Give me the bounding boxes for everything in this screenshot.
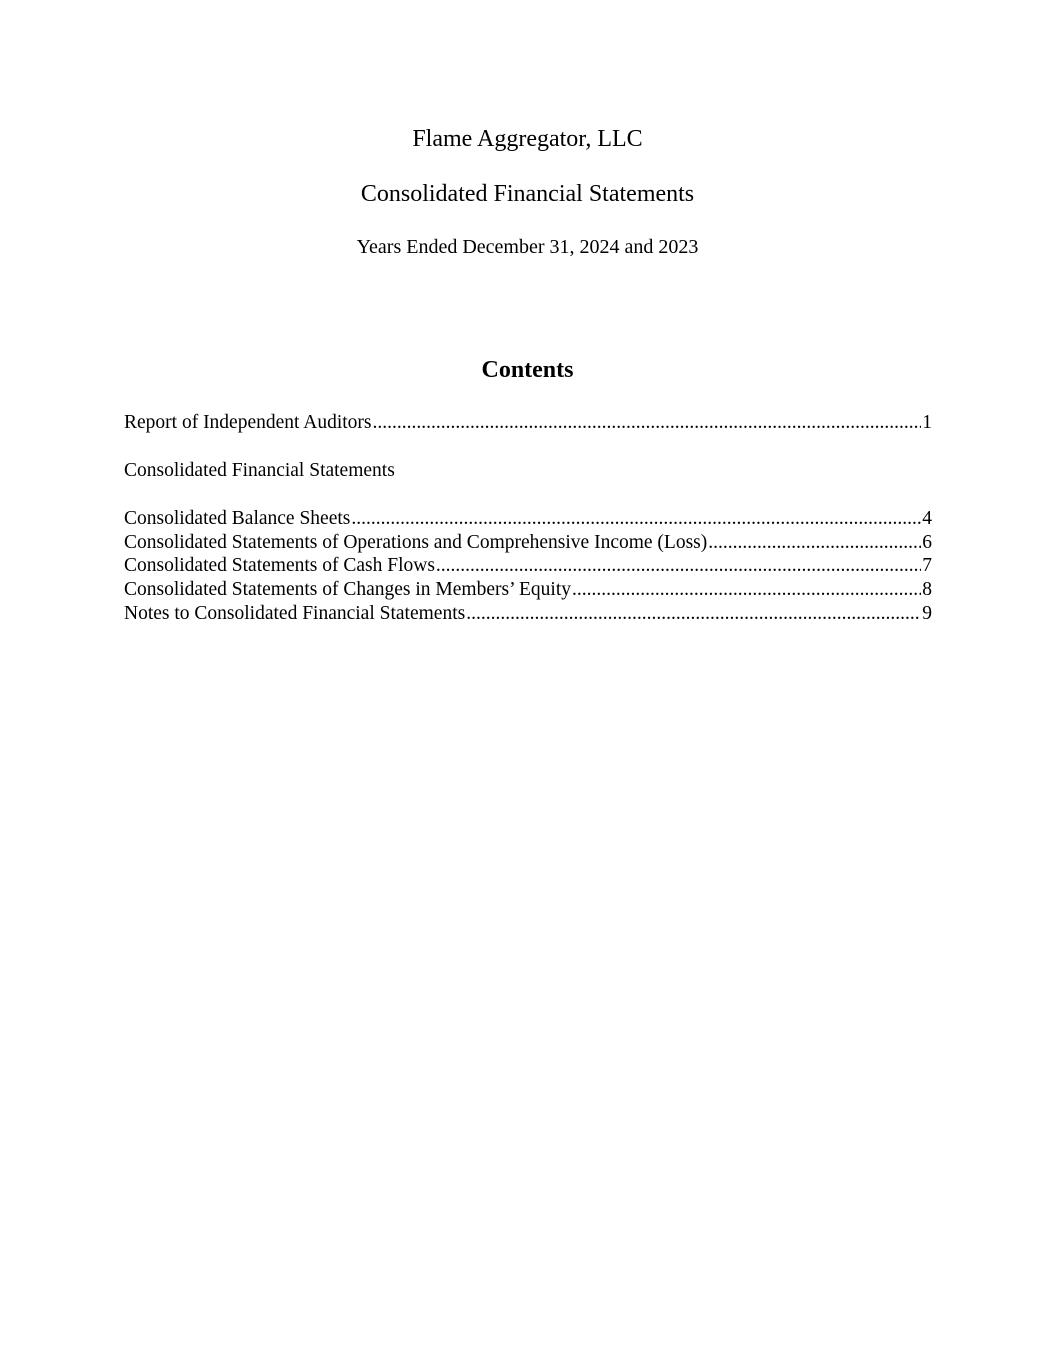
- toc-entry-page: 4: [922, 508, 932, 529]
- toc-leader-dots: [708, 531, 921, 555]
- reporting-period: Years Ended December 31, 2024 and 2023: [356, 236, 699, 258]
- toc-entry-page: 9: [922, 603, 932, 624]
- toc-entry-page: 1: [922, 412, 932, 433]
- toc-leader-dots: [373, 411, 922, 435]
- toc-entry-report[interactable]: [124, 411, 932, 435]
- company-name: Flame Aggregator, LLC: [412, 126, 643, 152]
- toc-entry-members-equity[interactable]: [124, 578, 932, 602]
- toc-entry-page: 8: [922, 579, 932, 600]
- toc-entry-cash-flows[interactable]: [124, 554, 932, 578]
- toc-entry-title: Notes to Consolidated Financial Statements: [124, 603, 466, 624]
- toc-leader-dots: [436, 554, 921, 578]
- toc-entry-page: 7: [922, 555, 932, 576]
- toc-entry-page: 6: [922, 532, 932, 553]
- toc-section-heading: Consolidated Financial Statements: [124, 460, 395, 481]
- toc-leader-dots: [351, 507, 921, 531]
- toc-entry-balance-sheets[interactable]: [124, 507, 932, 531]
- document-title: Consolidated Financial Statements: [360, 181, 695, 207]
- toc-entry-operations[interactable]: [124, 531, 932, 555]
- contents-heading: Contents: [481, 357, 574, 383]
- toc-leader-dots: [466, 602, 921, 626]
- toc-entry-title: Consolidated Statements of Changes in Members’ Equity: [124, 579, 571, 600]
- toc-entry-title: Report of Independent Auditors: [124, 412, 372, 433]
- toc-entry-notes[interactable]: [124, 602, 932, 626]
- toc-entry-title: Consolidated Statements of Operations and Comprehensive Income (Loss): [124, 532, 708, 553]
- toc-entry-title: Consolidated Statements of Cash Flows: [124, 555, 435, 576]
- toc-entry-title: Consolidated Balance Sheets: [124, 508, 351, 529]
- toc-leader-dots: [572, 578, 921, 602]
